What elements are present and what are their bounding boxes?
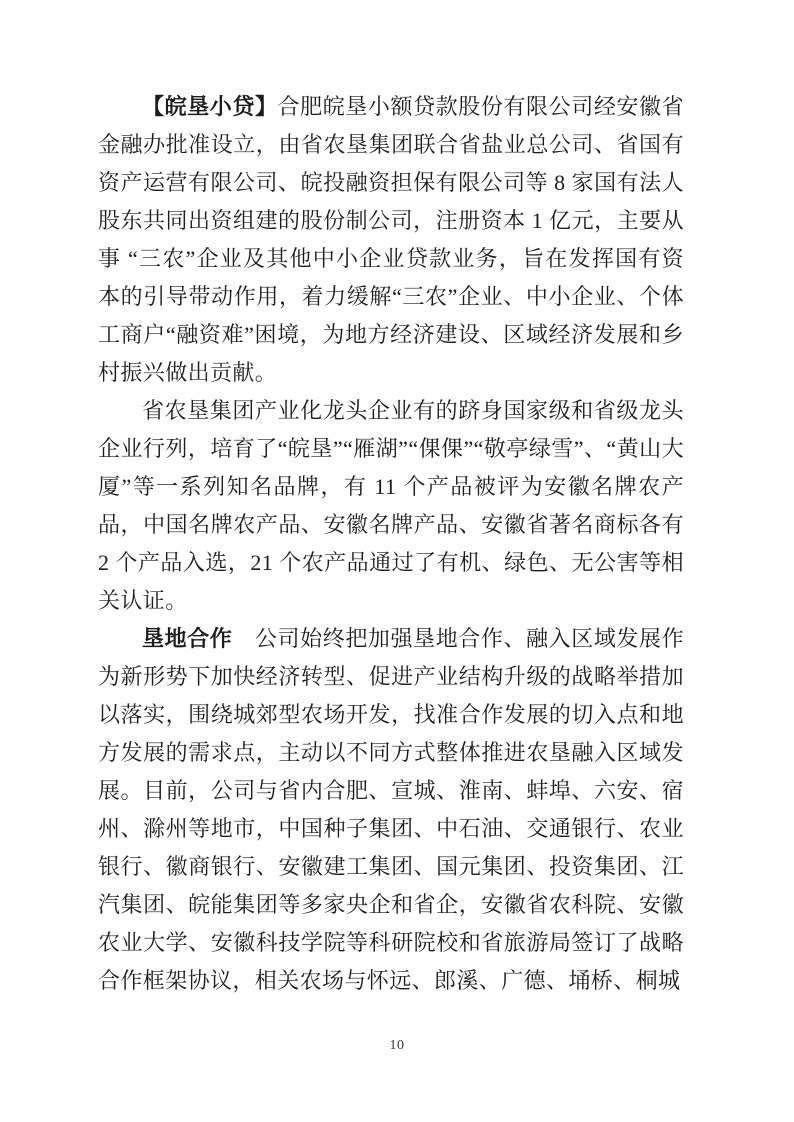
paragraph-kendi-hezuo: [98, 620, 684, 1000]
paragraph-wanken-xiaodai: [98, 88, 684, 392]
paragraph-lead: 垦地合作: [142, 626, 233, 651]
paragraph-lead: 【皖垦小贷】: [142, 94, 278, 119]
page-number: 10: [389, 1038, 405, 1053]
page-body-text: [98, 88, 684, 1000]
paragraph-text: 合肥皖垦小额贷款股份有限公司经安徽省金融办批准设立，由省农垦集团联合省盐业总公司、省国有资产运营有限公司、皖投融资担保有限公司等 8 家国有法人股东共同出资组建的股份制公司，注册资本 1 亿元，主要从事 “三农”企业及其他中小企业贷款业务，旨在发挥国有资本的引导带动作用，着力缓解“三农”企业、中小企业、个体工商户“融资难”困境，为地方经济建设、区域经济发展和乡村振兴做出贡献。: [98, 94, 684, 385]
paragraph-text: 公司始终把加强垦地合作、融入区域发展作为新形势下加快经济转型、促进产业结构升级的战略举措加以落实，围绕城郊型农场开发，找准合作发展的切入点和地方发展的需求点，主动以不同方式整体推进农垦融入区域发展。目前，公司与省内合肥、宣城、淮南、蚌埠、六安、宿州、滁州等地市，中国种子集团、中石油、交通银行、农业银行、徽商银行、安徽建工集团、国元集团、投资集团、江汽集团、皖能集团等多家央企和省企，安徽省农科院、安徽农业大学、安徽科技学院等科研院校和省旅游局签订了战略合作框架协议，相关农场与怀远、郎溪、广德、埇桥、桐城: [98, 626, 684, 993]
paragraph-text: 省农垦集团产业化龙头企业有的跻身国家级和省级龙头企业行列，培育了“皖垦”“雁湖”“倮倮”“敬亭绿雪”、“黄山大厦”等一系列知名品牌，有 11 个产品被评为安徽名牌农产品，中国名牌农产品、安徽名牌产品、安徽省著名商标各有 2 个产品入选，21 个农产品通过了有机、绿色、无公害等相关认证。: [98, 398, 684, 613]
page-footer: [0, 1036, 794, 1054]
paragraph-brands: [98, 392, 684, 620]
